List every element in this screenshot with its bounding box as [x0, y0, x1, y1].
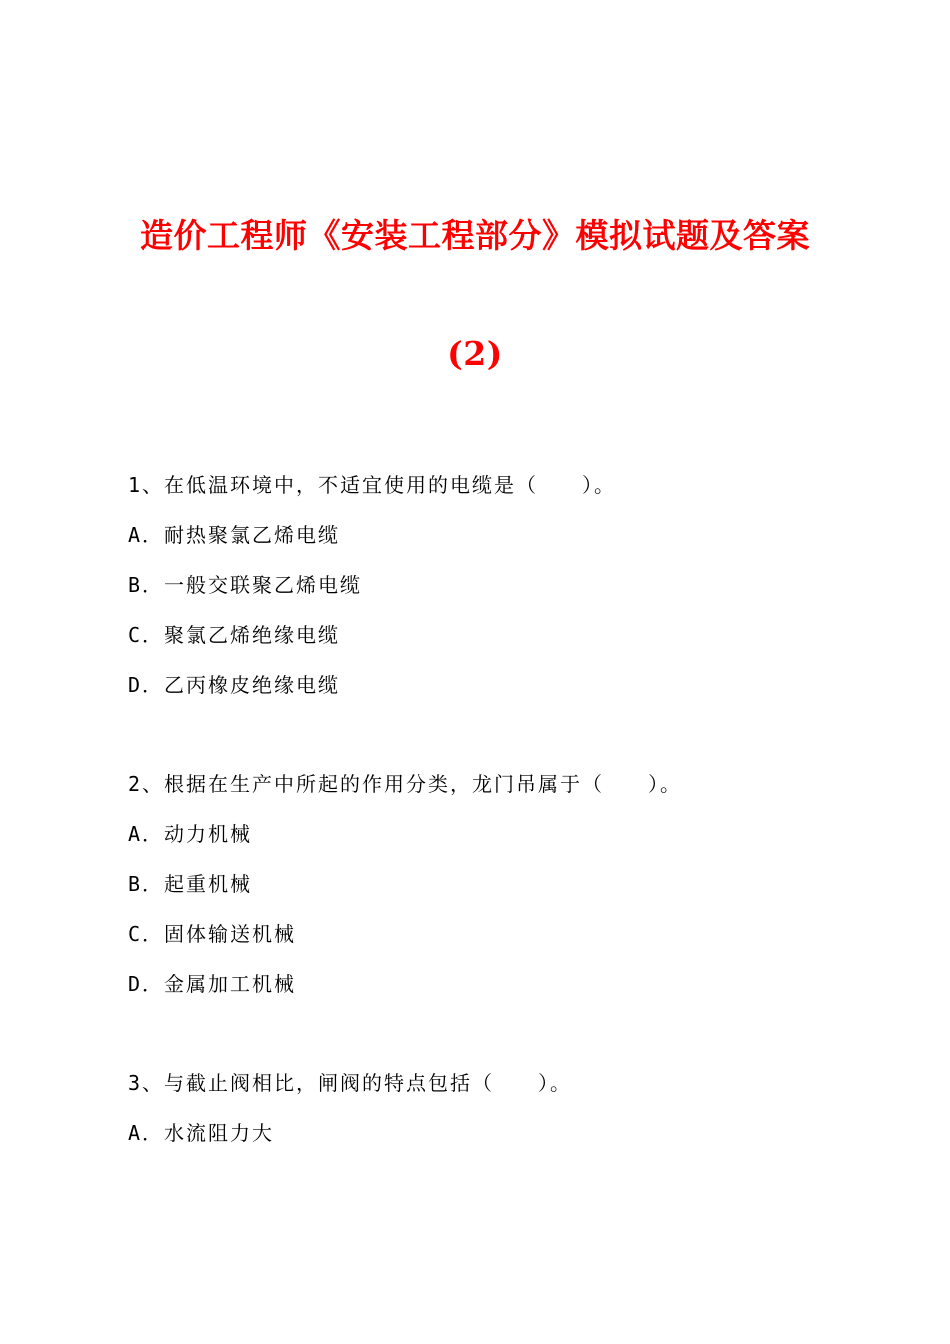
question-1-stem: 1、在低温环境中，不适宜使用的电缆是（ ）。 [128, 473, 617, 497]
question-3-option-a: A．水流阻力大 [128, 1121, 275, 1145]
document-title-number: (2) [447, 334, 503, 373]
question-2-stem: 2、根据在生产中所起的作用分类，龙门吊属于（ ）。 [128, 772, 683, 796]
question-2-option-b: B．起重机械 [128, 872, 253, 896]
question-1-option-b: B．一般交联聚乙烯电缆 [128, 573, 363, 597]
question-1-option-a: A．耐热聚氯乙烯电缆 [128, 523, 341, 547]
question-2-option-a: A．动力机械 [128, 822, 253, 846]
question-2-option-d: D．金属加工机械 [128, 972, 297, 996]
question-3-stem: 3、与截止阀相比，闸阀的特点包括（ ）。 [128, 1071, 573, 1095]
document-title: 造价工程师《安装工程部分》模拟试题及答案 [140, 216, 810, 255]
question-1-option-c: C．聚氯乙烯绝缘电缆 [128, 623, 341, 647]
question-1-option-d: D．乙丙橡皮绝缘电缆 [128, 673, 341, 697]
question-2-option-c: C．固体输送机械 [128, 922, 297, 946]
